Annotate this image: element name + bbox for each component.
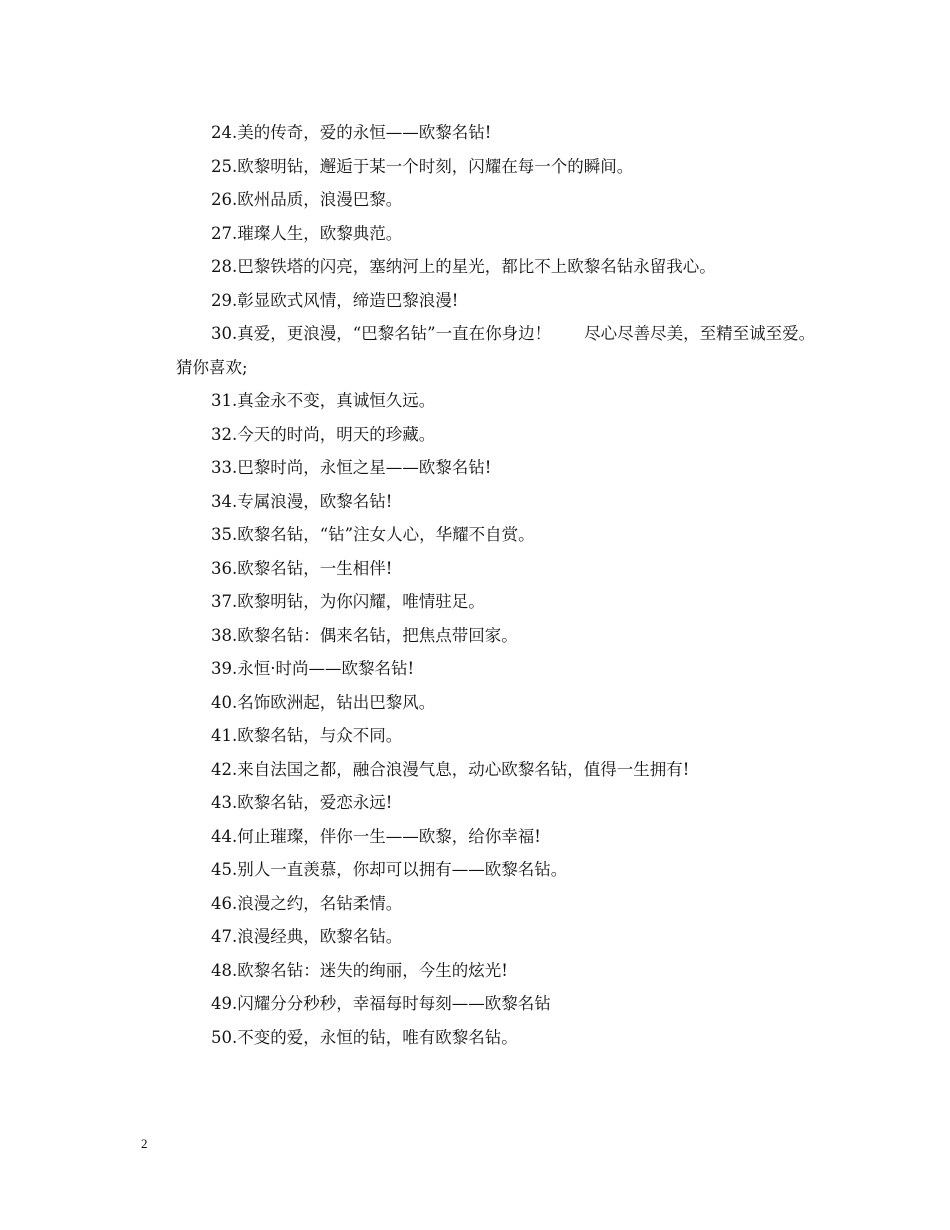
list-item	[141, 954, 821, 988]
list-item	[141, 887, 821, 921]
list-item	[141, 217, 821, 251]
item-number: 48.	[211, 960, 238, 980]
item-text: 浪漫之约，名钻柔情。	[237, 893, 403, 913]
item-number: 35.	[211, 525, 238, 544]
item-number: 25.	[211, 156, 238, 176]
item-text: 欧黎名钻，与众不同。	[237, 726, 403, 745]
item-text: 璀璨人生，欧黎典范。	[237, 223, 403, 243]
item-text: 美的传奇，爱的永恒——欧黎名钻!	[237, 123, 492, 142]
item-number: 24.	[211, 123, 238, 142]
list-item	[141, 786, 821, 820]
list-item	[141, 652, 821, 686]
list-item	[141, 116, 821, 150]
item-number: 40.	[211, 692, 238, 712]
list-item	[141, 418, 821, 452]
list-item	[141, 284, 821, 318]
item-number: 44.	[211, 826, 238, 846]
list-item	[141, 451, 821, 485]
item-text: 欧黎名钻，爱恋永远!	[237, 793, 393, 812]
list-item	[141, 585, 821, 619]
list-item	[141, 485, 821, 519]
item-text: 欧黎名钻：偶来名钻，把焦点带回家。	[237, 625, 518, 645]
item-text: 欧黎名钻：迷失的绚丽，今生的炫光!	[237, 960, 508, 980]
item-number: 42.	[211, 759, 238, 779]
item-number: 45.	[211, 860, 238, 879]
item-text: 欧黎明钻，邂逅于某一个时刻，闪耀在每一个的瞬间。	[237, 156, 634, 176]
list-item	[141, 384, 821, 418]
item-text: 欧黎名钻，“钻”注女人心，华耀不自赏。	[237, 525, 535, 544]
list-item	[141, 853, 821, 887]
page-number: 2	[141, 1136, 148, 1151]
list-item	[141, 753, 821, 787]
document-body	[141, 116, 821, 1054]
item-text: 巴黎铁塔的闪亮，塞纳河上的星光，都比不上欧黎名钻永留我心。	[237, 257, 716, 276]
list-item	[141, 686, 821, 720]
item-number: 28.	[211, 257, 238, 276]
item-text: 欧黎名钻，一生相伴!	[237, 558, 393, 578]
item-text: 欧州品质，浪漫巴黎。	[237, 190, 403, 209]
list-item	[141, 619, 821, 653]
item-text: 永恒·时尚——欧黎名钻!	[237, 659, 415, 678]
item-text: 不变的爱，永恒的钻，唯有欧黎名钻。	[237, 1027, 518, 1047]
item-number: 32.	[211, 424, 238, 444]
item-text: 闪耀分分秒秒，幸福每时每刻——欧黎名钻	[237, 994, 551, 1013]
item-text: 真爱，更浪漫，“巴黎名钻”一直在你身边！ 尽心尽善尽美，至精至诚至爱。	[237, 324, 816, 343]
item-text: 何止璀璨，伴你一生——欧黎，给你幸福!	[237, 826, 541, 846]
item-number: 36.	[211, 558, 238, 578]
list-item	[141, 183, 821, 217]
item-text: 别人一直羡慕，你却可以拥有——欧黎名钻。	[237, 860, 568, 879]
list-item	[141, 920, 821, 954]
list-item	[141, 250, 821, 284]
item-number: 47.	[211, 927, 238, 946]
item-number: 30.	[211, 324, 238, 343]
list-item	[141, 719, 821, 753]
item-text: 浪漫经典，欧黎名钻。	[237, 927, 403, 946]
section-label: 猜你喜欢;	[176, 357, 248, 377]
item-number: 49.	[211, 994, 238, 1013]
item-text: 彰显欧式风情，缔造巴黎浪漫!	[237, 290, 459, 310]
item-number: 29.	[211, 290, 238, 310]
list-item	[141, 518, 821, 552]
item-text: 来自法国之都，融合浪漫气息，动心欧黎名钻，值得一生拥有!	[237, 759, 690, 779]
item-number: 31.	[211, 391, 238, 410]
list-item	[141, 820, 821, 854]
item-text: 真金永不变，真诚恒久远。	[237, 391, 436, 410]
item-text: 欧黎明钻，为你闪耀，唯情驻足。	[237, 592, 485, 611]
item-number: 41.	[211, 726, 238, 745]
item-number: 26.	[211, 190, 238, 209]
item-number: 34.	[211, 491, 238, 511]
list-item	[141, 1021, 821, 1055]
item-number: 43.	[211, 793, 238, 812]
item-number: 50.	[211, 1027, 238, 1047]
list-item	[141, 317, 821, 351]
item-number: 46.	[211, 893, 238, 913]
item-number: 37.	[211, 592, 238, 611]
item-number: 38.	[211, 625, 238, 645]
item-text: 名饰欧洲起，钻出巴黎风。	[237, 692, 436, 712]
item-number: 27.	[211, 223, 238, 243]
item-text: 今天的时尚，明天的珍藏。	[237, 424, 436, 444]
list-item	[141, 150, 821, 184]
item-number: 33.	[211, 458, 238, 477]
list-item	[141, 552, 821, 586]
item-number: 39.	[211, 659, 238, 678]
item-text: 巴黎时尚，永恒之星——欧黎名钻!	[237, 458, 492, 477]
list-item	[141, 987, 821, 1021]
item-text: 专属浪漫，欧黎名钻!	[237, 491, 393, 511]
